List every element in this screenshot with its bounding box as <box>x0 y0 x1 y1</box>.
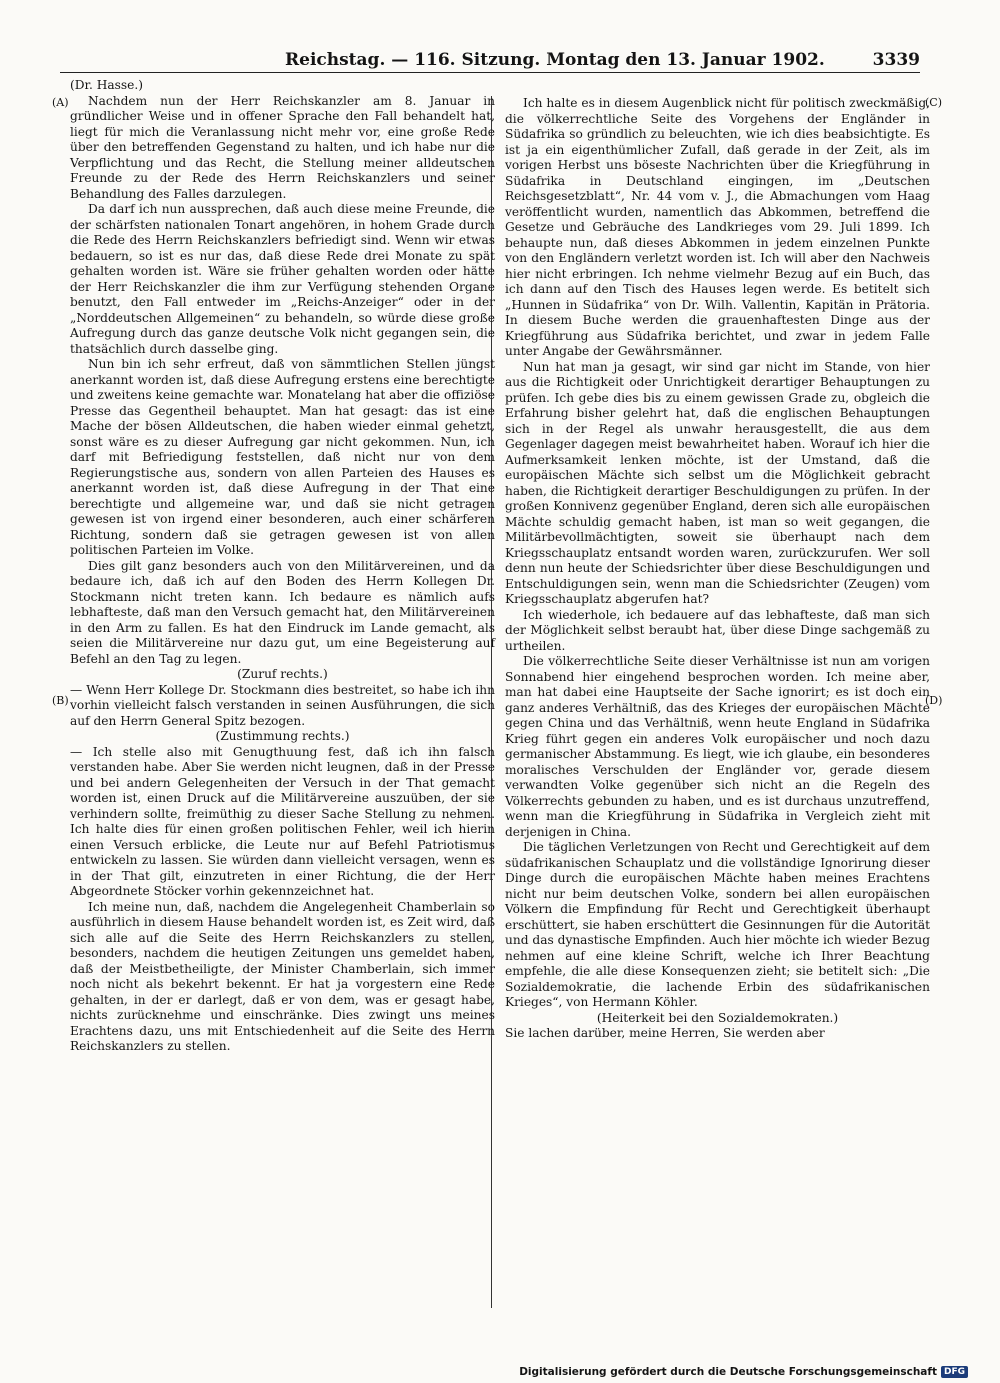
interjection: (Heiterkeit bei den Sozialdemokraten.) <box>596 1010 839 1025</box>
paragraph: Dies gilt ganz besonders auch von den Militärvereinen, und da bedaure ich, daß ich auf den Boden des Herrn Kollegen Dr. Stockmann nicht treten kann. Ich bedaure es nämlich aufs lebhafteste, daß man den Versuch gemacht hat, den Militärvereinen in den Arm zu fallen. Es hat den Eindruck im Lande gemacht, als seien die Militärvereine nur dazu gut, um eine Begeisterung auf Befehl an den Tag zu legen. <box>70 558 495 666</box>
interjection: (Zuruf rechts.) <box>237 667 328 681</box>
paragraph: Da darf ich nun aussprechen, daß auch diese meine Freunde, die der schärfsten nationalen Tonart angehören, in hohem Grade durch die Rede des Herrn Reichskanzlers befriedigt sind. Wenn wir etwas bedauern, so ist es nur das, daß diese Rede drei Monate zu spät gehalten worden ist. Wäre sie früher gehalten worden oder hätte der Herr Reichskanzler die ihm zur Verfügung stehenden Organe benutzt, den Fall entweder im „Reichs-Anzeiger“ oder in der „Norddeutschen Allgemeinen“ zu behandeln, so würde diese große Aufregung durch das ganze deutsche Volk nicht gegangen sein, die thatsächlich durch dasselbe ging. <box>70 202 495 356</box>
header-rule <box>60 72 920 73</box>
paragraph: Die täglichen Verletzungen von Recht und Gerechtigkeit auf dem südafrikanischen Schauplatz und die vollständige Ignorirung dieser Dinge durch die europäischen Mächte haben meines Erachtens nicht nur beim deutschen Volke, sondern bei allen europäischen Völkern die Empfindung für Recht und Gerechtigkeit überhaupt erschüttert, sie haben erschüttert die Gesinnungen für die Autorität und das dynastische Empfinden. Auch hier möchte ich wieder Bezug nehmen auf eine kleine Schrift, welche ich Ihrer Beachtung empfehle, die alle diese Konsequenzen zieht; sie betitelt sich: „Die Sozialdemokratie, die lachende Erbin des südafrikanischen Krieges“, von Hermann Köhler. <box>505 840 930 1009</box>
margin-mark-c: (C) <box>925 96 942 109</box>
margin-mark-a: (A) <box>52 96 69 109</box>
running-title: Reichstag. — 116. Sitzung. Montag den 13. Januar 1902. <box>285 50 825 70</box>
margin-mark-d: (D) <box>925 694 943 707</box>
page-number: 3339 <box>872 50 920 70</box>
left-column <box>70 78 495 1055</box>
paragraph: — Wenn Herr Kollege Dr. Stockmann dies bestreitet, so habe ich ihn vorhin vielleicht falsch verstanden in seinen Ausführungen, die sich auf den Herrn General Spitz bezogen. <box>70 682 495 728</box>
interjection: (Zustimmung rechts.) <box>215 729 350 743</box>
paragraph: Nun hat man ja gesagt, wir sind gar nicht im Stande, von hier aus die Richtigkeit oder Unrichtigkeit derartiger Behauptungen zu prüfen. Ich gebe dies bis zu einem gewissen Grade zu, obgleich die Erfahrung bisher gelehrt hat, daß die englischen Behauptungen sich in der Regel als unwahr herausgestellt, die aus dem Gegenlager dagegen meist bewahrheitet haben. Worauf ich hier die Aufmerksamkeit lenken möchte, ist der Umstand, daß die europäischen Mächte sich selbst um die Möglichkeit gebracht haben, die Richtigkeit derartiger Beschuldigungen zu prüfen. In der großen Konnivenz gegenüber England, deren sich alle europäischen Mächte schuldig gemacht haben, ist man so weit gegangen, die Militärbevollmächtigten, soweit sie überhaupt nach dem Kriegsschauplatz entsandt worden waren, zurückzurufen. Wer soll denn nun heute der Schiedsrichter über diese Beschuldigungen und Entschuldigungen sein, wenn man die Schiedsrichter (Zeugen) vom Kriegsschauplatz abgerufen hat? <box>505 359 930 606</box>
paragraph: — Ich stelle also mit Genugthuung fest, daß ich ihn falsch verstanden habe. Aber Sie werden nicht leugnen, daß in der Presse und bei andern Gelegenheiten der Versuch in der That gemacht worden ist, einen Druck auf die Militärvereine auszuüben, der sie verhindern sollte, freimüthig zu dieser Sache Stellung zu nehmen. Ich halte dies für einen großen politischen Fehler, weil ich hierin einen Versuch erblicke, die Leute nur auf Befehl Patriotismus entwickeln zu lassen. Sie würden dann vielleicht versagen, wenn es in der That gilt, einzutreten in einer Richtung, die der Herr Abgeordnete Stöcker vorhin gekennzeichnet hat. <box>70 744 495 898</box>
paragraph: Nun bin ich sehr erfreut, daß von sämmtlichen Stellen jüngst anerkannt worden ist, daß diese Aufregung erstens eine berechtigte und zweitens keine gemachte war. Monatelang hat aber die offiziöse Presse das Gegentheil behauptet. Man hat gesagt: das ist eine Mache der bösen Alldeutschen, die haben wieder einmal gehetzt, sonst wäre es zu dieser Aufregung gar nicht gekommen. Nun, ich darf mit Befriedigung feststellen, daß nicht nur von dem Regierungstische aus, sondern von allen Parteien des Hauses es anerkannt worden ist, daß diese Aufregung in der That eine berechtigte und allgemeine war, und daß sie nicht getragen gewesen ist von irgend einer besonderen, auch einer schärferen Richtung, sondern daß sie getragen gewesen ist von allen politischen Parteien im Volke. <box>70 357 495 557</box>
paragraph: Ich meine nun, daß, nachdem die Angelegenheit Chamberlain so ausführlich in diesem Hause behandelt worden ist, es Zeit wird, daß sich alle auf die Seite des Herrn Reichskanzlers zu stellen, besonders, nachdem die heutigen Zeitungen uns gemeldet haben, daß der Meistbetheiligte, der Minister Chamberlain, sich immer noch nicht als bekehrt bekennt. Er hat ja vorgestern eine Rede gehalten, in der er darlegt, daß er von dem, was er gesagt habe, nichts zurücknehme und einschränke. Dies zwingt uns meines Erachtens dazu, uns mit Entschiedenheit auf die Seite des Herrn Reichskanzlers zu stellen. <box>70 899 495 1053</box>
dfg-logo: DFG <box>941 1366 968 1378</box>
paragraph: Ich halte es in diesem Augenblick nicht für politisch zweckmäßig, die völkerrechtliche Seite des Vorgehens der Engländer in Südafrika so gründlich zu beleuchten, wie ich dies beabsichtigte. Es ist ja ein eigenthümlicher Zufall, daß gerade in der Zeit, als im vorigen Herbst uns böseste Nachrichten über die Kriegführung in Südafrika in Deutschland eingingen, im „Deutschen Reichsgesetzblatt“, Nr. 44 vom v. J., die Abmachungen vom Haag veröffentlicht wurden, namentlich das Abkommen, betreffend die Gesetze und Gebräuche des Landkrieges vom 29. Juli 1899. Ich behaupte nun, daß dieses Abkommen in jedem einzelnen Punkte von den Engländern verletzt worden ist. Ich will aber den Nachweis hier nicht erbringen. Ich nehme vielmehr Bezug auf ein Buch, das ich dann auf den Tisch des Hauses legen werde. Es betitelt sich „Hunnen in Südafrika“ von Dr. Wilh. Vallentin, Kapitän in Prätoria. In diesem Buche werden die grauenhaftesten Dinge aus der Kriegführung aus Südafrika berichtet, und zwar in jedem Falle unter Angabe der Gewährsmänner. <box>505 96 930 358</box>
paragraph: Ich wiederhole, ich bedauere auf das lebhafteste, daß man sich der Möglichkeit selbst beraubt hat, über diese Dinge sachgemäß zu urtheilen. <box>505 607 930 653</box>
footer-text: Digitalisierung gefördert durch die Deutsche Forschungsgemeinschaft <box>519 1366 937 1378</box>
footer-credit <box>519 1366 968 1378</box>
paragraph: Nachdem nun der Herr Reichskanzler am 8. Januar in gründlicher Weise und in offener Sprache den Fall behandelt hat, liegt für mich die Veranlassung nicht mehr vor, eine große Rede über den betreffenden Gegenstand zu halten, und ich habe nur die Verpflichtung und das Recht, die Stellung meiner alldeutschen Freunde zu der Rede des Herrn Reichskanzlers und seiner Behandlung des Falles darzulegen. <box>70 93 495 201</box>
paragraph: Die völkerrechtliche Seite dieser Verhältnisse ist nun am vorigen Sonnabend hier eingehend besprochen worden. Ich meine aber, man hat dabei eine Hauptseite der Sache ignorirt; es ist doch ein ganz anderes Verhältniß, das des Krieges der europäischen Mächte gegen China und das Verhältniß, wenn heute England in Südafrika Krieg führt gegen ein anderes Volk europäischer und noch dazu germanischer Abstammung. Es liegt, wie ich glaube, ein besonderes moralisches Verschulden der Engländer vor, gerade diesem verwandten Volke gegenüber sich nicht an die Regeln des Völkerrechts gebunden zu haben, und es ist durchaus unzutreffend, wenn man die Kriegführung in Südafrika in Vergleich zieht mit derjenigen in China. <box>505 654 930 839</box>
speaker-name: (Dr. Hasse.) <box>70 78 144 92</box>
margin-mark-b: (B) <box>52 694 69 707</box>
paragraph: Sie lachen darüber, meine Herren, Sie werden aber <box>505 1026 825 1040</box>
right-column <box>505 96 930 1042</box>
